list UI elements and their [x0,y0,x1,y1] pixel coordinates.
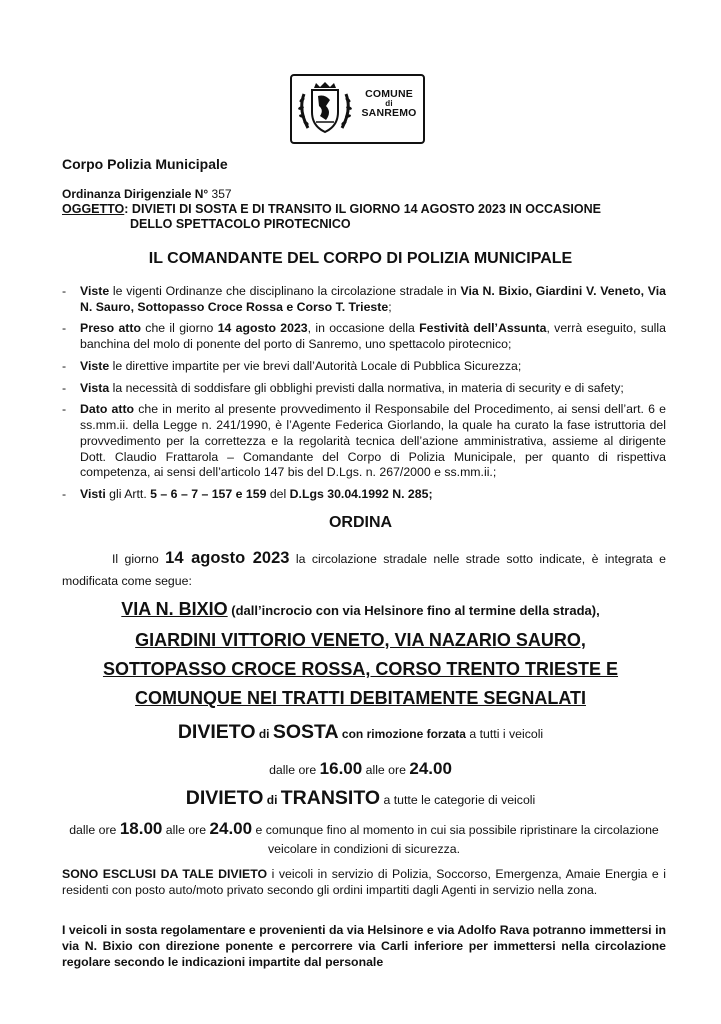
bold-text: Festività dell’Assunta [419,321,547,336]
corpo-heading: Corpo Polizia Municipale [62,156,228,172]
via-bixio-line [0,598,721,622]
text: dalle ore [269,763,320,777]
bold-text: Via N. Bixio, Giardini V. Veneto, Via N. Sauro, Sottopasso Croce Rossa e Corso T. Trieste [80,284,666,314]
bold-text: Dato atto [80,402,135,417]
bold-text: 14 agosto 2023 [217,321,308,336]
list-item [62,321,666,352]
bold-text: SONO ESCLUSI DA TALE DIVIETO [62,867,268,881]
text: gli Artt. [105,487,151,502]
text: a tutti i veicoli [465,727,544,741]
bold-text: Visti [80,487,106,502]
transito-word: TRANSITO [280,787,381,809]
premesse-list [62,284,666,509]
event-date: 14 agosto 2023 [165,549,290,567]
bold-text: Vista [80,380,110,395]
hour-to: 24.00 [409,759,452,778]
divieto-word: DIVIETO [177,721,256,743]
logo-line-1: COMUNE [365,88,413,100]
bold-text: Viste [80,284,110,298]
ordinanza-value: 357 [211,187,232,201]
transito-hours [62,818,666,858]
coat-of-arms-icon [296,80,354,138]
street-line-2: SOTTOPASSO CROCE ROSSA, CORSO TRENTO TRIESTE E [102,659,619,679]
divieto-transito-line [0,786,721,812]
hour-from: 18.00 [119,819,163,838]
oggetto-line-1: : DIVIETI DI SOSTA E DI TRANSITO IL GIORNO 14 AGOSTO 2023 IN OCCASIONE [124,202,601,216]
divieto-sosta-line [0,720,721,746]
text: di [255,727,273,741]
comandante-heading: IL COMANDANTE DEL CORPO DI POLIZIA MUNICIPALE [148,250,573,267]
oggetto-block [62,202,672,232]
text: Il giorno [112,552,166,566]
text: le direttive impartite per vie brevi dall’Autorità Locale di Pubblica Sicurezza; [109,358,522,373]
text: che il giorno [141,321,218,336]
text: del [266,487,290,502]
text: che in merito al presente provvedimento il Responsabile del Procedimento, ai sensi dell’art. 6 e ss.mm.ii. della Legge n. 241/1990, è l’Agente Federica Giorlando, la quale ha curato la fase istruttoria del provvedimento per la correttezza e la regolarità tecnica dell’azione amministrativa, assieme al dirigente Dott. Claudio Frattarola – Comandante del Corpo di Polizia Municipale, per quanto di rispettiva competenza, ai sensi dell’articolo 147 bis del D.Lgs. n. 267/2000 e ss.mm.ii.; [80,402,666,480]
ordina-heading: ORDINA [328,514,393,531]
comune-logo [290,74,425,144]
logo-line-2: di [385,99,393,109]
text: , in occasione della [307,321,420,336]
list-item [62,487,666,503]
giorno-paragraph [62,546,666,591]
street-line-1: GIARDINI VITTORIO VENETO, VIA NAZARIO SAURO, [135,630,586,650]
rimozione-text: con rimozione forzata [338,727,466,741]
logo-line-3: SANREMO [361,107,417,120]
text: alle ore [362,763,410,777]
hour-to: 24.00 [209,819,253,838]
text: le vigenti Ordinanze che disciplinano la circolazione stradale in [109,284,461,298]
text: i veicoli in servizio di Polizia, Soccorso, Emergenza, Amaie Energia e i residenti con posto auto/moto privato secondo gli ordini impartiti dagli Agenti in servizio nella zona. [62,867,666,898]
divieto-word: DIVIETO [185,787,264,809]
street-line-3: COMUNQUE NEI TRATTI DEBITAMENTE SEGNALATI [135,688,586,708]
oggetto-line-2: DELLO SPETTACOLO PIROTECNICO [130,217,351,231]
text: e comunque fino al momento in cui sia possibile ripristinare la circolazione veicolare in condizioni di sicurezza. [252,823,659,856]
bold-text: D.Lgs 30.04.1992 N. 285; [289,487,433,502]
ordinanza-number [62,187,232,203]
text: alle ore [162,823,210,837]
bold-text: 5 – 6 – 7 – 157 e 159 [150,487,267,502]
ordinanza-label: Ordinanza Dirigenziale N° [62,187,209,201]
bold-text: Preso atto [80,321,142,336]
esclusi-paragraph [62,866,666,898]
oggetto-label: OGGETTO [62,202,125,216]
text: la circolazione stradale nelle strade sotto indicate, è integrata e modificata come segue: [62,552,666,588]
street-name: VIA N. BIXIO [121,599,228,619]
list-item [62,381,666,397]
street-detail: (dall’incrocio con via Helsinore fino al termine della strada), [227,603,600,618]
list-item [62,284,666,315]
text: a tutte le categorie di veicoli [380,793,536,807]
bold-text: Viste [80,358,110,373]
text: di [263,793,281,807]
list-item [62,359,666,375]
sosta-hours [0,758,721,780]
text: la necessità di soddisfare gli obblighi previsti dalla normativa, in materia di security e di safety; [109,380,624,395]
sosta-word: SOSTA [272,721,339,743]
text: , verrà eseguito, sulla banchina del molo di ponente del porto di Sanremo, uno spettacolo pirotecnico; [80,321,666,352]
text: ; [388,299,392,314]
logo-text [358,89,420,119]
veicoli-paragraph: I veicoli in sosta regolamentare e provenienti da via Helsinore e via Adolfo Rava potranno immettersi in via N. Bixio con direzione ponente e percorrere via Carli inferiore per immettersi nella circolazione regolare secondo le indicazioni impartite dal personale [62,923,666,970]
hour-from: 16.00 [319,759,363,778]
list-item [62,402,666,481]
text: dalle ore [69,823,120,837]
